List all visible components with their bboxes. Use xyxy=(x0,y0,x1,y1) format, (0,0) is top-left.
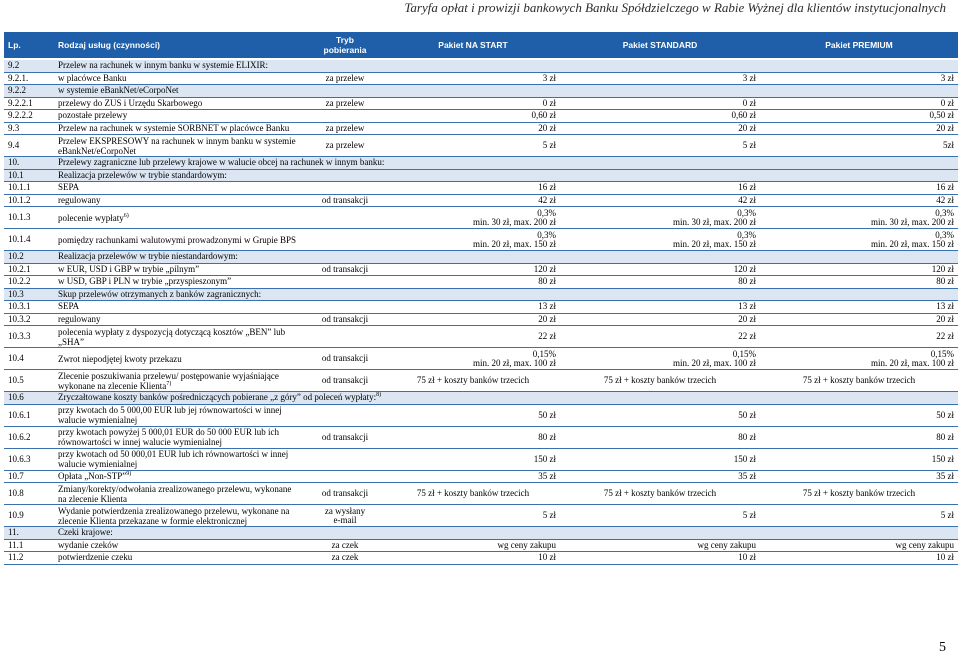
table-row xyxy=(4,505,958,527)
table-row xyxy=(4,326,958,348)
footnote-mark: 8) xyxy=(376,392,382,399)
row-service: pozostałe przelewy xyxy=(54,110,304,123)
row-mode xyxy=(304,404,386,426)
row-service: przy kwotach powyżej 5 000,01 EUR do 50 000 EUR lub ich równowartości w innej walucie wymienialnej xyxy=(54,426,304,448)
row-premium: 5 zł xyxy=(760,505,958,527)
section-row xyxy=(4,59,958,72)
row-standard: 0,60 zł xyxy=(560,110,760,123)
row-start: 20 zł xyxy=(386,313,560,326)
header-standard: Pakiet STANDARD xyxy=(560,32,760,59)
row-service: wydanie czeków xyxy=(54,539,304,552)
row-mode: za wysłany e-mail xyxy=(304,505,386,527)
row-premium: 42 zł xyxy=(760,194,958,207)
row-premium: 80 zł xyxy=(760,276,958,289)
row-mode: od transakcji xyxy=(304,348,386,370)
section-label: Skup przelewów otrzymanych z banków zagranicznych: xyxy=(54,288,958,301)
row-lp: 10.3 xyxy=(4,288,54,301)
row-standard: 0,15% min. 20 zł, max. 100 zł xyxy=(560,348,760,370)
row-lp: 10.2 xyxy=(4,251,54,264)
row-start: 0,3% min. 30 zł, max. 200 zł xyxy=(386,207,560,229)
row-lp: 9.4 xyxy=(4,135,54,157)
row-lp: 10.2.2 xyxy=(4,276,54,289)
row-standard: 16 zł xyxy=(560,182,760,195)
row-mode xyxy=(304,110,386,123)
row-mode: za przelew xyxy=(304,97,386,110)
row-standard: 42 zł xyxy=(560,194,760,207)
row-start: 3 zł xyxy=(386,72,560,85)
row-standard: 50 zł xyxy=(560,404,760,426)
row-service: SEPA xyxy=(54,301,304,314)
row-lp: 9.3 xyxy=(4,122,54,135)
row-start: 150 zł xyxy=(386,448,560,470)
table-row xyxy=(4,404,958,426)
row-premium: 75 zł + koszty banków trzecich xyxy=(760,483,958,505)
section-label: Realizacja przelewów w trybie standardowym: xyxy=(54,169,958,182)
table-row xyxy=(4,370,958,392)
header-service: Rodzaj usług (czynności) xyxy=(54,32,304,59)
table-row xyxy=(4,448,958,470)
row-service: przy kwotach od 50 000,01 EUR lub ich równowartości w innej walucie wymienialnej xyxy=(54,448,304,470)
row-standard: 20 zł xyxy=(560,122,760,135)
table-row xyxy=(4,182,958,195)
row-start: 0 zł xyxy=(386,97,560,110)
row-start: 16 zł xyxy=(386,182,560,195)
row-premium: 150 zł xyxy=(760,448,958,470)
row-start: wg ceny zakupu xyxy=(386,539,560,552)
row-standard: 22 zł xyxy=(560,326,760,348)
row-premium: 20 zł xyxy=(760,122,958,135)
table-row xyxy=(4,72,958,85)
row-premium: 0,50 zł xyxy=(760,110,958,123)
row-standard: 80 zł xyxy=(560,276,760,289)
section-row xyxy=(4,288,958,301)
row-lp: 10.3.2 xyxy=(4,313,54,326)
row-standard: 35 zł xyxy=(560,470,760,483)
row-lp: 11. xyxy=(4,527,54,540)
row-start: 0,3% min. 20 zł, max. 150 zł xyxy=(386,229,560,251)
row-standard: 0,3% min. 30 zł, max. 200 zł xyxy=(560,207,760,229)
section-label: Realizacja przelewów w trybie niestandardowym: xyxy=(54,251,958,264)
row-standard: 75 zł + koszty banków trzecich xyxy=(560,370,760,392)
table-row xyxy=(4,483,958,505)
row-service: Zwrot niepodjętej kwoty przekazu xyxy=(54,348,304,370)
section-row xyxy=(4,157,958,170)
table-header xyxy=(4,32,958,59)
row-mode xyxy=(304,470,386,483)
table-row xyxy=(4,229,958,251)
row-start: 80 zł xyxy=(386,426,560,448)
row-lp: 10.6 xyxy=(4,392,54,405)
row-service: Zmiany/korekty/odwołania zrealizowanego przelewu, wykonane na zlecenie Klienta xyxy=(54,483,304,505)
footnote-mark: 9) xyxy=(126,470,132,477)
row-premium: 0,15% min. 20 zł, max. 100 zł xyxy=(760,348,958,370)
row-service: Opłata „Non-STP”$^{9)}$ xyxy=(54,470,304,483)
header-mode: Tryb pobierania xyxy=(304,32,386,59)
row-mode: za przelew xyxy=(304,72,386,85)
row-lp: 10.1.1 xyxy=(4,182,54,195)
row-mode: za przelew xyxy=(304,122,386,135)
row-standard: 80 zł xyxy=(560,426,760,448)
row-lp: 10.5 xyxy=(4,370,54,392)
row-lp: 10.1 xyxy=(4,169,54,182)
section-row xyxy=(4,392,958,405)
section-label: Przelew na rachunek w innym banku w systemie ELIXIR: xyxy=(54,59,958,72)
row-premium: 3 zł xyxy=(760,72,958,85)
row-mode xyxy=(304,448,386,470)
row-lp: 10.6.3 xyxy=(4,448,54,470)
row-service: Wydanie potwierdzenia zrealizowanego przelewu, wykonane na zlecenie Klienta przekazane w formie elektronicznej xyxy=(54,505,304,527)
row-service: polecenie wypłaty$^{6)}$ xyxy=(54,207,304,229)
row-premium: 5zł xyxy=(760,135,958,157)
row-lp: 10.1.3 xyxy=(4,207,54,229)
row-mode: od transakcji xyxy=(304,426,386,448)
row-service: przelewy do ZUS i Urzędu Skarbowego xyxy=(54,97,304,110)
table-row xyxy=(4,301,958,314)
row-start: 10 zł xyxy=(386,552,560,565)
row-service: w USD, GBP i PLN w trybie „przyspieszonym” xyxy=(54,276,304,289)
row-service: przy kwotach do 5 000,00 EUR lub jej równowartości w innej walucie wymienialnej xyxy=(54,404,304,426)
row-premium: 0,3% min. 30 zł, max. 200 zł xyxy=(760,207,958,229)
section-row xyxy=(4,251,958,264)
row-standard: 120 zł xyxy=(560,263,760,276)
section-row xyxy=(4,169,958,182)
row-mode: za przelew xyxy=(304,135,386,157)
row-start: 75 zł + koszty banków trzecich xyxy=(386,483,560,505)
row-lp: 9.2.2.2 xyxy=(4,110,54,123)
row-lp: 9.2 xyxy=(4,59,54,72)
table-row xyxy=(4,97,958,110)
row-start: 5 zł xyxy=(386,505,560,527)
row-lp: 9.2.1. xyxy=(4,72,54,85)
row-lp: 10.8 xyxy=(4,483,54,505)
row-lp: 9.2.2.1 xyxy=(4,97,54,110)
row-mode xyxy=(304,301,386,314)
row-standard: 5 zł xyxy=(560,505,760,527)
row-mode xyxy=(304,182,386,195)
row-premium: 80 zł xyxy=(760,426,958,448)
row-mode: od transakcji xyxy=(304,483,386,505)
table-row xyxy=(4,263,958,276)
row-mode xyxy=(304,207,386,229)
row-start: 20 zł xyxy=(386,122,560,135)
header-lp: Lp. xyxy=(4,32,54,59)
footnote-mark: 6) xyxy=(123,212,129,219)
row-lp: 10.1.4 xyxy=(4,229,54,251)
section-label: Zryczałtowane koszty banków pośredniczących pobierane „z góry” od poleceń wypłaty:$^{8)}$ xyxy=(54,392,958,405)
row-mode: od transakcji xyxy=(304,370,386,392)
row-start: 75 zł + koszty banków trzecich xyxy=(386,370,560,392)
table-row xyxy=(4,276,958,289)
footnote-mark: 7) xyxy=(166,380,172,387)
row-lp: 10.7 xyxy=(4,470,54,483)
row-start: 120 zł xyxy=(386,263,560,276)
row-standard: 20 zł xyxy=(560,313,760,326)
row-standard: 13 zł xyxy=(560,301,760,314)
row-service: regulowany xyxy=(54,194,304,207)
row-service: w placówce Banku xyxy=(54,72,304,85)
row-lp: 11.1 xyxy=(4,539,54,552)
table-row xyxy=(4,194,958,207)
row-start: 22 zł xyxy=(386,326,560,348)
row-standard: wg ceny zakupu xyxy=(560,539,760,552)
row-lp: 10.3.3 xyxy=(4,326,54,348)
table-row xyxy=(4,313,958,326)
section-label: Czeki krajowe: xyxy=(54,527,958,540)
table-row xyxy=(4,110,958,123)
row-standard: 5 zł xyxy=(560,135,760,157)
fee-table xyxy=(4,32,958,565)
row-service: Przelew na rachunek w systemie SORBNET w placówce Banku xyxy=(54,122,304,135)
row-start: 0,60 zł xyxy=(386,110,560,123)
row-start: 13 zł xyxy=(386,301,560,314)
row-premium: 120 zł xyxy=(760,263,958,276)
section-label: w systemie eBankNet/eCorpoNet xyxy=(54,85,958,98)
row-mode xyxy=(304,326,386,348)
row-service: SEPA xyxy=(54,182,304,195)
row-mode: od transakcji xyxy=(304,194,386,207)
row-start: 35 zł xyxy=(386,470,560,483)
section-label: Przelewy zagraniczne lub przelewy krajowe w walucie obcej na rachunek w innym banku: xyxy=(54,157,958,170)
row-lp: 10.6.1 xyxy=(4,404,54,426)
row-premium: 50 zł xyxy=(760,404,958,426)
row-mode: za czek xyxy=(304,552,386,565)
row-premium: 16 zł xyxy=(760,182,958,195)
header-premium: Pakiet PREMIUM xyxy=(760,32,958,59)
row-mode: od transakcji xyxy=(304,313,386,326)
row-start: 50 zł xyxy=(386,404,560,426)
row-mode xyxy=(304,276,386,289)
row-service: pomiędzy rachunkami walutowymi prowadzonymi w Grupie BPS xyxy=(54,229,304,251)
section-row xyxy=(4,527,958,540)
table-row xyxy=(4,426,958,448)
page-number: 5 xyxy=(939,640,946,655)
section-row xyxy=(4,85,958,98)
row-standard: 0 zł xyxy=(560,97,760,110)
table-row xyxy=(4,552,958,565)
row-start: 80 zł xyxy=(386,276,560,289)
row-lp: 10.4 xyxy=(4,348,54,370)
row-premium: 20 zł xyxy=(760,313,958,326)
row-lp: 10.2.1 xyxy=(4,263,54,276)
row-mode: od transakcji xyxy=(304,263,386,276)
row-lp: 11.2 xyxy=(4,552,54,565)
row-premium: 0 zł xyxy=(760,97,958,110)
row-standard: 75 zł + koszty banków trzecich xyxy=(560,483,760,505)
row-premium: 22 zł xyxy=(760,326,958,348)
row-premium: 35 zł xyxy=(760,470,958,483)
row-premium: 0,3% min. 20 zł, max. 150 zł xyxy=(760,229,958,251)
row-service: regulowany xyxy=(54,313,304,326)
table-row xyxy=(4,135,958,157)
row-standard: 3 zł xyxy=(560,72,760,85)
table-row xyxy=(4,122,958,135)
row-lp: 9.2.2 xyxy=(4,85,54,98)
row-start: 42 zł xyxy=(386,194,560,207)
table-row xyxy=(4,470,958,483)
row-mode: za czek xyxy=(304,539,386,552)
row-start: 0,15% min. 20 zł, max. 100 zł xyxy=(386,348,560,370)
row-service: potwierdzenie czeku xyxy=(54,552,304,565)
row-premium: wg ceny zakupu xyxy=(760,539,958,552)
row-premium: 13 zł xyxy=(760,301,958,314)
row-standard: 10 zł xyxy=(560,552,760,565)
row-mode xyxy=(304,229,386,251)
row-service: Zlecenie poszukiwania przelewu/ postępowanie wyjaśniające wykonane na zlecenie Klienta$^{7)}$ xyxy=(54,370,304,392)
row-standard: 150 zł xyxy=(560,448,760,470)
table-row xyxy=(4,539,958,552)
header-start: Pakiet NA START xyxy=(386,32,560,59)
row-premium: 10 zł xyxy=(760,552,958,565)
row-lp: 10. xyxy=(4,157,54,170)
row-service: Przelew EKSPRESOWY na rachunek w innym banku w systemie eBankNet/eCorpoNet xyxy=(54,135,304,157)
row-lp: 10.9 xyxy=(4,505,54,527)
row-service: w EUR, USD i GBP w trybie „pilnym” xyxy=(54,263,304,276)
row-lp: 10.3.1 xyxy=(4,301,54,314)
table-row xyxy=(4,348,958,370)
row-start: 5 zł xyxy=(386,135,560,157)
row-premium: 75 zł + koszty banków trzecich xyxy=(760,370,958,392)
row-lp: 10.1.2 xyxy=(4,194,54,207)
table-row xyxy=(4,207,958,229)
row-lp: 10.6.2 xyxy=(4,426,54,448)
table-body xyxy=(4,59,958,564)
document-title: Taryfa opłat i prowizji bankowych Banku Spółdzielczego w Rabie Wyżnej dla klientów instytucjonalnych xyxy=(404,0,946,15)
row-service: polecenia wypłaty z dyspozycją dotyczącą kosztów „BEN” lub „SHA” xyxy=(54,326,304,348)
row-standard: 0,3% min. 20 zł, max. 150 zł xyxy=(560,229,760,251)
